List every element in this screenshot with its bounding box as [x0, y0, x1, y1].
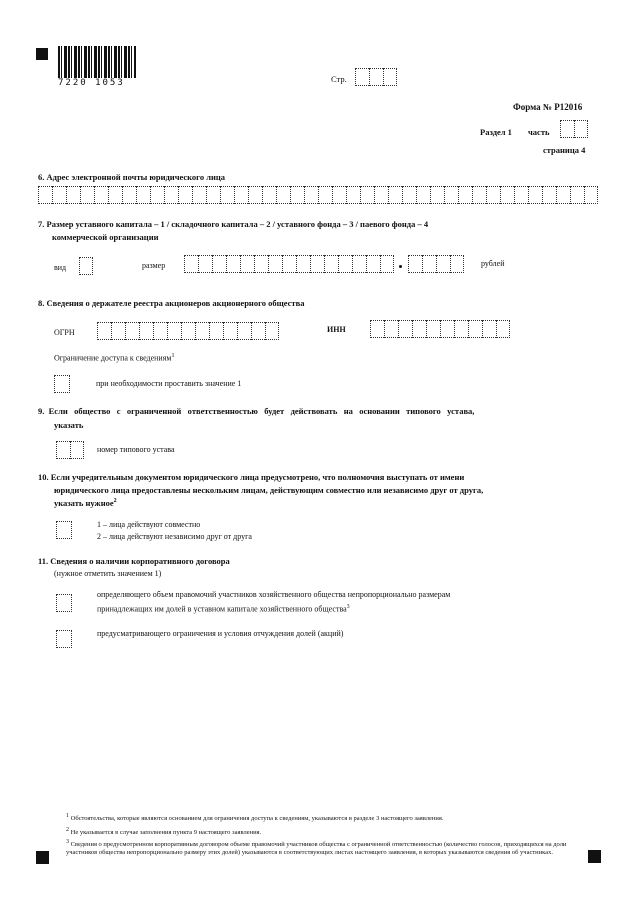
page-number-cells[interactable] — [355, 68, 397, 86]
input-cell[interactable] — [97, 322, 111, 340]
input-cell[interactable] — [223, 322, 237, 340]
part-label: часть — [528, 127, 550, 137]
footnote-3: $^3$ Сведения о предусмотренном корпоративным договором объеме правомочий участников общества с ограниченной ответственностью (количество голосов, приходящихся на доли участников общества непропорционально размеру этих долей) указываются в соответствующих листах настоящего заявления, в которых указываются сведения об участниках. — [66, 839, 567, 857]
restrict-hint: при необходимости проставить значение 1 — [96, 379, 242, 388]
input-cell[interactable] — [206, 186, 220, 204]
footnote-2: $^2$ Не указывается в случае заполнения пункта 9 настоящего заявления. — [66, 827, 262, 837]
input-cell[interactable] — [374, 186, 388, 204]
restrict-label: Ограничение доступа к сведениям$^1$ — [54, 353, 175, 363]
input-cell[interactable] — [380, 255, 394, 273]
input-cell[interactable] — [486, 186, 500, 204]
currency-label: рублей — [481, 259, 505, 268]
section6-title: 6. Адрес электронной почты юридического лица — [38, 172, 226, 182]
inn-input[interactable] — [370, 320, 510, 338]
input-cell[interactable] — [458, 186, 472, 204]
capital-size-input[interactable] — [184, 255, 394, 273]
input-cell[interactable] — [108, 186, 122, 204]
inn-label: ИНН — [327, 325, 346, 334]
input-cell[interactable] — [296, 255, 310, 273]
input-cell[interactable] — [209, 322, 223, 340]
input-cell[interactable] — [584, 186, 598, 204]
input-cell[interactable] — [268, 255, 282, 273]
input-cell[interactable] — [80, 186, 94, 204]
input-cell[interactable] — [408, 255, 422, 273]
input-cell[interactable] — [164, 186, 178, 204]
input-cell[interactable] — [150, 186, 164, 204]
input-cell[interactable] — [318, 186, 332, 204]
authority-option-2: 2 – лица действуют независимо друг от друга — [97, 532, 252, 541]
input-cell[interactable] — [122, 186, 136, 204]
input-cell[interactable] — [178, 186, 192, 204]
input-cell[interactable] — [436, 255, 450, 273]
section-label: Раздел 1 — [480, 127, 512, 137]
input-cell[interactable] — [384, 320, 398, 338]
input-cell[interactable] — [181, 322, 195, 340]
input-cell[interactable] — [346, 186, 360, 204]
authority-option-1: 1 – лица действуют совместно — [97, 520, 201, 529]
input-cell[interactable] — [66, 186, 80, 204]
input-cell[interactable] — [262, 186, 276, 204]
input-cell[interactable] — [338, 255, 352, 273]
input-cell[interactable] — [360, 186, 374, 204]
input-cell[interactable] — [388, 186, 402, 204]
section9-title-line2: указать — [54, 420, 84, 430]
input-cell[interactable] — [496, 320, 510, 338]
input-cell[interactable] — [248, 186, 262, 204]
section11-title: 11. Сведения о наличии корпоративного договора — [38, 556, 230, 566]
input-cell[interactable] — [412, 320, 426, 338]
input-cell[interactable] — [139, 322, 153, 340]
input-cell[interactable] — [430, 186, 444, 204]
section9-title: 9. Если общество с ограниченной ответственностью будет действовать на основании типового устава, — [38, 406, 475, 416]
section10-title-line3: указать нужное$^2$ — [54, 498, 117, 508]
corner-marker-bottom-right — [588, 850, 601, 863]
input-cell[interactable] — [111, 322, 125, 340]
model-charter-input[interactable] — [56, 441, 84, 459]
input-cell[interactable] — [125, 322, 139, 340]
input-cell[interactable] — [226, 255, 240, 273]
section11-subtitle: (нужное отметить значением 1) — [54, 569, 162, 578]
page-subtitle: страница 4 — [543, 145, 586, 155]
input-cell[interactable] — [528, 186, 542, 204]
input-cell[interactable] — [472, 186, 486, 204]
email-input[interactable] — [38, 186, 598, 204]
input-cell[interactable] — [290, 186, 304, 204]
barcode — [58, 46, 136, 78]
input-cell[interactable] — [265, 322, 279, 340]
corner-marker-bottom-left — [36, 851, 49, 864]
input-cell[interactable] — [52, 186, 66, 204]
input-cell[interactable] — [237, 322, 251, 340]
section7-title-line2: коммерческой организации — [52, 232, 159, 242]
input-cell[interactable] — [440, 320, 454, 338]
input-cell[interactable] — [167, 322, 181, 340]
input-cell[interactable] — [212, 255, 226, 273]
page-label: Стр. — [331, 74, 347, 84]
input-cell[interactable] — [276, 186, 290, 204]
model-charter-hint: номер типового устава — [97, 445, 175, 454]
part-cells[interactable] — [560, 120, 588, 138]
input-cell[interactable] — [251, 322, 265, 340]
corporate-agreement-checkbox-2[interactable] — [56, 630, 72, 648]
input-cell[interactable] — [254, 255, 268, 273]
input-cell[interactable] — [136, 186, 150, 204]
section8-title: 8. Сведения о держателе реестра акционеров акционерного общества — [38, 298, 305, 308]
corner-marker-top-left — [36, 48, 48, 60]
input-cell[interactable] — [370, 320, 384, 338]
input-cell[interactable] — [454, 320, 468, 338]
footnote-1: $^1$ Обстоятельства, которые являются основанием для ограничения доступа к сведениям, указываются в разделе 3 настоящего заявления. — [66, 813, 444, 823]
input-cell[interactable] — [282, 255, 296, 273]
input-cell[interactable] — [366, 255, 380, 273]
corporate-agreement-checkbox-1[interactable] — [56, 594, 72, 612]
input-cell[interactable] — [304, 186, 318, 204]
input-cell[interactable] — [514, 186, 528, 204]
capital-type-label: вид — [54, 263, 67, 272]
decimal-point — [399, 265, 402, 268]
input-cell[interactable] — [195, 322, 209, 340]
input-cell[interactable] — [352, 255, 366, 273]
section7-title: 7. Размер уставного капитала – 1 / складочного капитала – 2 / уставного фонда – 3 / паевого фонда – 4 — [38, 219, 429, 229]
ogrn-label: ОГРН — [54, 328, 75, 337]
input-cell[interactable] — [500, 186, 514, 204]
section10-title: 10. Если учредительным документом юридического лица предусмотрено, что полномочия выступать от имени — [38, 472, 465, 482]
input-cell[interactable] — [310, 255, 324, 273]
input-cell[interactable] — [234, 186, 248, 204]
input-cell[interactable] — [482, 320, 496, 338]
input-cell[interactable] — [184, 255, 198, 273]
input-cell[interactable] — [468, 320, 482, 338]
input-cell[interactable] — [198, 255, 212, 273]
input-cell[interactable] — [570, 186, 584, 204]
corporate-option-2: предусматривающего ограничения и условия отчуждения долей (акций) — [97, 629, 344, 638]
input-cell[interactable] — [324, 255, 338, 273]
input-cell[interactable] — [402, 186, 416, 204]
input-cell[interactable] — [398, 320, 412, 338]
capital-fraction-input[interactable] — [408, 255, 464, 273]
input-cell[interactable] — [153, 322, 167, 340]
input-cell[interactable] — [444, 186, 458, 204]
corporate-option-1: определяющего объем правомочий участников хозяйственного общества непропорционально размерам принадлежащих им долей в уставном капитале хозяйственного общества$^3$ — [97, 590, 451, 614]
input-cell[interactable] — [192, 186, 206, 204]
input-cell[interactable] — [542, 186, 556, 204]
barcode-number: 7220 1053 — [58, 78, 125, 88]
form-title: Форма № Р12016 — [513, 102, 583, 112]
input-cell[interactable] — [556, 186, 570, 204]
restrict-checkbox[interactable] — [54, 375, 70, 393]
input-cell[interactable] — [450, 255, 464, 273]
input-cell[interactable] — [422, 255, 436, 273]
capital-type-input[interactable] — [79, 257, 93, 275]
input-cell[interactable] — [426, 320, 440, 338]
authority-checkbox[interactable] — [56, 521, 72, 539]
section10-title-line2: юридического лица предоставлены нескольким лицам, действующим совместно или независимо друг от друга, — [54, 485, 484, 495]
input-cell[interactable] — [332, 186, 346, 204]
input-cell[interactable] — [240, 255, 254, 273]
input-cell[interactable] — [38, 186, 52, 204]
capital-size-label: размер — [142, 261, 166, 270]
input-cell[interactable] — [416, 186, 430, 204]
ogrn-input[interactable] — [97, 322, 279, 340]
input-cell[interactable] — [94, 186, 108, 204]
input-cell[interactable] — [220, 186, 234, 204]
